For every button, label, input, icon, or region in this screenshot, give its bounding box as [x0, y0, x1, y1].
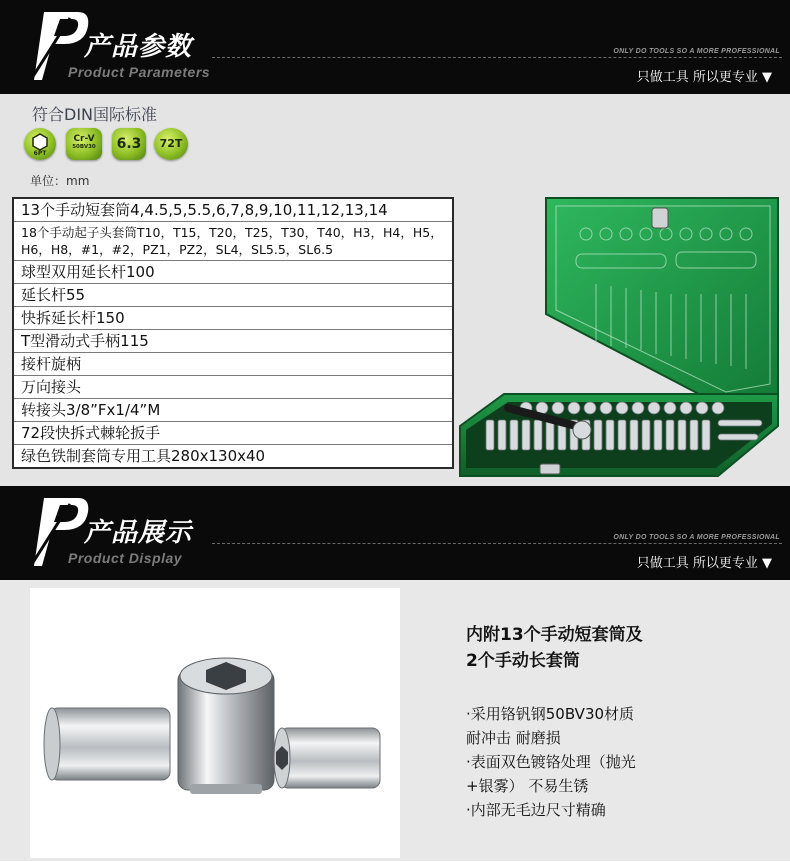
spec-row: 延长杆55	[14, 284, 452, 307]
params-section	[0, 94, 790, 486]
spec-row: 13个手动短套筒4,4.5,5,5.5,6,7,8,9,10,11,12,13,14	[14, 199, 452, 222]
spec-table	[12, 197, 454, 469]
ratchet-teeth-icon: 72T	[154, 128, 188, 160]
spec-row: 18个手动起子头套筒T10，T15，T20，T25，T30，T40，H3，H4，H5，H6，H8，#1，#2，PZ1，PZ2，SL4，SL5.5，SL6.5	[14, 222, 452, 261]
english-tagline: ONLY DO TOOLS SO A MORE PROFESSIONAL	[613, 48, 780, 55]
display-section	[0, 580, 790, 861]
slogan: 只做工具 所以更专业 ▼	[636, 556, 772, 571]
spec-row: 球型双用延长杆100	[14, 261, 452, 284]
feature-line: ·内部无毛边尺寸精确	[466, 801, 606, 819]
feature-line: +银雾） 不易生锈	[466, 777, 589, 795]
feature-line: ·表面双色镀铬处理（抛光	[466, 753, 636, 771]
section-title: 产品参数	[84, 32, 193, 62]
english-tagline: ONLY DO TOOLS SO A MORE PROFESSIONAL	[613, 534, 780, 541]
spec-row: 72段快拆式棘轮扳手	[14, 422, 452, 445]
slogan: 只做工具 所以更专业 ▼	[636, 70, 772, 85]
section-subtitle: Product Display	[68, 550, 183, 566]
display-banner	[0, 486, 790, 580]
crv-icon: Cr-V 50BV30	[66, 128, 102, 160]
banner-divider	[212, 57, 782, 58]
spec-row: T型滑动式手柄115	[14, 330, 452, 353]
feature-line: 耐冲击 耐磨损	[466, 729, 561, 747]
standard-label: 符合DIN国际标准	[32, 105, 158, 124]
spec-row: 快拆延长杆150	[14, 307, 452, 330]
section-title: 产品展示	[84, 518, 193, 548]
spec-row: 万向接头	[14, 376, 452, 399]
section-subtitle: Product Parameters	[68, 64, 211, 80]
sockets-image	[30, 588, 400, 858]
display-heading-line1: 内附13个手动短套筒及	[466, 625, 643, 645]
display-heading-line2: 2个手动长套筒	[466, 651, 580, 671]
spec-row: 接杆旋柄	[14, 353, 452, 376]
spec-row: 绿色铁制套筒专用工具280x130x40	[21, 447, 266, 465]
feature-line: ·采用铬钒钢50BV30材质	[466, 705, 635, 723]
spec-row: 转接头3/8”Fx1/4”M	[14, 399, 452, 422]
drive-size-icon: 6.3	[112, 128, 146, 160]
display-heading	[466, 622, 643, 674]
unit-label: 单位：mm	[30, 174, 90, 188]
socket-photo	[30, 588, 400, 858]
params-banner	[0, 0, 790, 94]
hex-socket-icon: 6PT	[24, 128, 56, 160]
banner-divider	[212, 543, 782, 544]
toolbox-image	[456, 194, 784, 480]
